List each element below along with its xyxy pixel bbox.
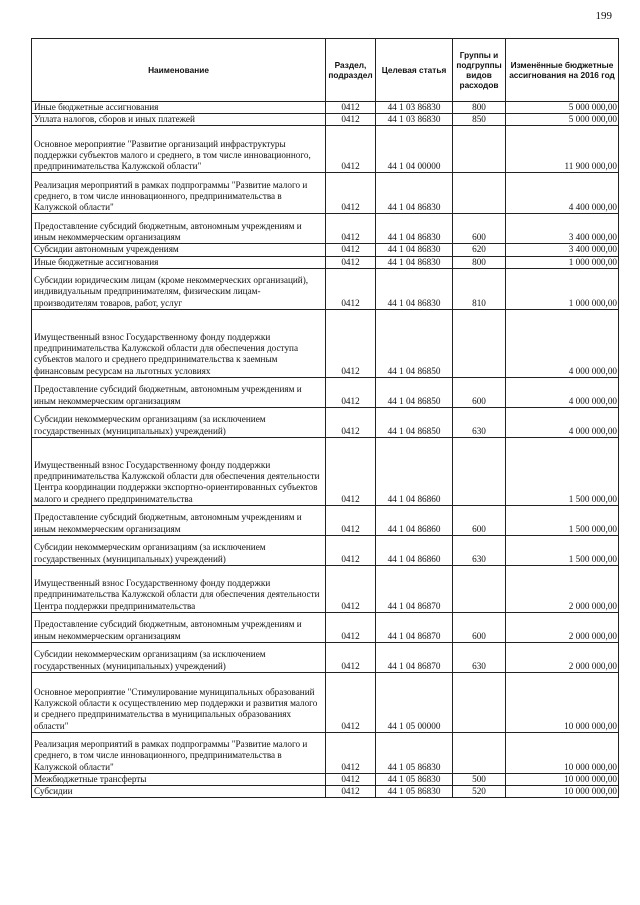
- cell-name: Субсидии юридическим лицам (кроме некоммерческих организаций), индивидуальным предпринимателям, физическим лицам-производителям товаров, работ, услуг: [32, 268, 326, 309]
- cell-section: 0412: [326, 732, 376, 773]
- cell-group: 500: [453, 773, 506, 785]
- cell-amount: 11 900 000,00: [506, 126, 619, 173]
- cell-amount: 4 400 000,00: [506, 173, 619, 214]
- budget-table: [31, 38, 619, 798]
- cell-group: [453, 672, 506, 732]
- cell-amount: 3 400 000,00: [506, 244, 619, 256]
- cell-section: 0412: [326, 309, 376, 377]
- cell-name: Уплата налогов, сборов и иных платежей: [32, 114, 326, 126]
- cell-name: Предоставление субсидий бюджетным, автономным учреждениям и иным некоммерческим организациям: [32, 505, 326, 535]
- cell-amount: 4 000 000,00: [506, 377, 619, 407]
- cell-group: [453, 173, 506, 214]
- table-row: [32, 173, 619, 214]
- table-row: [32, 612, 619, 642]
- table-row: [32, 437, 619, 505]
- header-name: Наименование: [32, 39, 326, 102]
- cell-name: Межбюджетные трансферты: [32, 773, 326, 785]
- cell-target: 44 1 05 86830: [376, 786, 453, 798]
- cell-amount: 10 000 000,00: [506, 672, 619, 732]
- table-row: [32, 407, 619, 437]
- cell-name: Субсидии некоммерческим организациям (за исключением государственных (муниципальных) учреждений): [32, 535, 326, 565]
- table-row: [32, 244, 619, 256]
- cell-target: 44 1 04 86830: [376, 256, 453, 268]
- cell-name: Субсидии некоммерческим организациям (за исключением государственных (муниципальных) учреждений): [32, 407, 326, 437]
- cell-name: Субсидии автономным учреждениям: [32, 244, 326, 256]
- cell-amount: 1 000 000,00: [506, 268, 619, 309]
- cell-name: Иные бюджетные ассигнования: [32, 256, 326, 268]
- cell-name: Предоставление субсидий бюджетным, автономным учреждениям и иным некоммерческим организациям: [32, 377, 326, 407]
- cell-target: 44 1 04 86850: [376, 407, 453, 437]
- cell-group: 600: [453, 214, 506, 244]
- cell-amount: 10 000 000,00: [506, 732, 619, 773]
- table-row: [32, 565, 619, 612]
- table-row: [32, 256, 619, 268]
- cell-amount: 4 000 000,00: [506, 407, 619, 437]
- table-row: [32, 377, 619, 407]
- cell-section: 0412: [326, 773, 376, 785]
- table-body: [32, 102, 619, 798]
- table-row: [32, 672, 619, 732]
- cell-amount: 2 000 000,00: [506, 565, 619, 612]
- cell-group: 850: [453, 114, 506, 126]
- header-group: Группы и подгруппы видов расходов: [453, 39, 506, 102]
- table-row: [32, 505, 619, 535]
- header-target: Целевая статья: [376, 39, 453, 102]
- cell-group: 600: [453, 505, 506, 535]
- cell-section: 0412: [326, 256, 376, 268]
- cell-section: 0412: [326, 672, 376, 732]
- cell-amount: 1 500 000,00: [506, 505, 619, 535]
- cell-target: 44 1 04 86860: [376, 535, 453, 565]
- cell-target: 44 1 03 86830: [376, 102, 453, 114]
- cell-target: 44 1 05 00000: [376, 672, 453, 732]
- header-amount: Изменённые бюджетные ассигнования на 2016 год: [506, 39, 619, 102]
- cell-section: 0412: [326, 786, 376, 798]
- cell-section: 0412: [326, 102, 376, 114]
- cell-target: 44 1 04 86870: [376, 612, 453, 642]
- cell-amount: 1 000 000,00: [506, 256, 619, 268]
- cell-target: 44 1 04 86830: [376, 173, 453, 214]
- cell-section: 0412: [326, 565, 376, 612]
- cell-group: 520: [453, 786, 506, 798]
- cell-amount: 10 000 000,00: [506, 773, 619, 785]
- cell-target: 44 1 05 86830: [376, 732, 453, 773]
- cell-name: Имущественный взнос Государственному фонду поддержки предпринимательства Калужской области для обеспечения доступа субъектов малого и среднего предпринимательства к заемным финансовым ресурсам на льготных условиях: [32, 309, 326, 377]
- cell-group: [453, 732, 506, 773]
- cell-group: 600: [453, 377, 506, 407]
- cell-group: 600: [453, 612, 506, 642]
- cell-name: Субсидии: [32, 786, 326, 798]
- cell-target: 44 1 04 86830: [376, 268, 453, 309]
- cell-amount: 5 000 000,00: [506, 102, 619, 114]
- table-row: [32, 535, 619, 565]
- cell-name: Реализация мероприятий в рамках подпрограммы "Развитие малого и среднего, в том числе инновационного, предпринимательства в Калужской области": [32, 173, 326, 214]
- cell-group: 620: [453, 244, 506, 256]
- cell-target: 44 1 04 86860: [376, 505, 453, 535]
- cell-section: 0412: [326, 535, 376, 565]
- cell-amount: 2 000 000,00: [506, 612, 619, 642]
- cell-target: 44 1 04 86830: [376, 214, 453, 244]
- cell-target: 44 1 04 86850: [376, 377, 453, 407]
- cell-section: 0412: [326, 126, 376, 173]
- cell-section: 0412: [326, 114, 376, 126]
- cell-name: Предоставление субсидий бюджетным, автономным учреждениям и иным некоммерческим организациям: [32, 612, 326, 642]
- cell-target: 44 1 04 00000: [376, 126, 453, 173]
- cell-target: 44 1 04 86860: [376, 437, 453, 505]
- cell-target: 44 1 04 86870: [376, 642, 453, 672]
- header-section: Раздел, подраздел: [326, 39, 376, 102]
- cell-group: 630: [453, 407, 506, 437]
- table-row: [32, 102, 619, 114]
- cell-target: 44 1 04 86830: [376, 244, 453, 256]
- table-row: [32, 773, 619, 785]
- cell-name: Предоставление субсидий бюджетным, автономным учреждениям и иным некоммерческим организациям: [32, 214, 326, 244]
- cell-section: 0412: [326, 268, 376, 309]
- cell-amount: 1 500 000,00: [506, 437, 619, 505]
- table-row: [32, 642, 619, 672]
- cell-section: 0412: [326, 214, 376, 244]
- table-row: [32, 214, 619, 244]
- cell-name: Основное мероприятие "Стимулирование муниципальных образований Калужской области к осуществлению мер поддержки и развития малого и среднего предпринимательства в муниципальных образованиях области": [32, 672, 326, 732]
- cell-group: 630: [453, 642, 506, 672]
- cell-section: 0412: [326, 437, 376, 505]
- cell-group: [453, 309, 506, 377]
- cell-name: Имущественный взнос Государственному фонду поддержки предпринимательства Калужской области для обеспечения деятельности Центра координации поддержки экспортно-ориентированных субъектов малого и среднего предпринимательства: [32, 437, 326, 505]
- cell-section: 0412: [326, 612, 376, 642]
- cell-group: [453, 126, 506, 173]
- cell-name: Основное мероприятие "Развитие организаций инфраструктуры поддержки субъектов малого и среднего, в том числе инновационного, предпринимательства Калужской области": [32, 126, 326, 173]
- cell-name: Имущественный взнос Государственному фонду поддержки предпринимательства Калужской области для обеспечения деятельности Центра поддержки предпринимательства: [32, 565, 326, 612]
- table-header-row: [32, 39, 619, 102]
- table-row: [32, 268, 619, 309]
- cell-amount: 10 000 000,00: [506, 786, 619, 798]
- cell-target: 44 1 04 86850: [376, 309, 453, 377]
- cell-name: Реализация мероприятий в рамках подпрограммы "Развитие малого и среднего, в том числе инновационного, предпринимательства в Калужской области": [32, 732, 326, 773]
- table-row: [32, 114, 619, 126]
- cell-section: 0412: [326, 642, 376, 672]
- cell-section: 0412: [326, 244, 376, 256]
- cell-amount: 3 400 000,00: [506, 214, 619, 244]
- cell-amount: 2 000 000,00: [506, 642, 619, 672]
- page-number: 199: [595, 10, 612, 22]
- cell-group: 800: [453, 102, 506, 114]
- cell-section: 0412: [326, 407, 376, 437]
- cell-group: [453, 437, 506, 505]
- cell-section: 0412: [326, 505, 376, 535]
- cell-group: 630: [453, 535, 506, 565]
- cell-target: 44 1 03 86830: [376, 114, 453, 126]
- cell-group: [453, 565, 506, 612]
- cell-section: 0412: [326, 173, 376, 214]
- cell-section: 0412: [326, 377, 376, 407]
- table-row: [32, 309, 619, 377]
- cell-name: Иные бюджетные ассигнования: [32, 102, 326, 114]
- cell-amount: 1 500 000,00: [506, 535, 619, 565]
- cell-name: Субсидии некоммерческим организациям (за исключением государственных (муниципальных) учреждений): [32, 642, 326, 672]
- cell-target: 44 1 05 86830: [376, 773, 453, 785]
- cell-group: 810: [453, 268, 506, 309]
- cell-target: 44 1 04 86870: [376, 565, 453, 612]
- cell-group: 800: [453, 256, 506, 268]
- table-row: [32, 732, 619, 773]
- cell-amount: 4 000 000,00: [506, 309, 619, 377]
- table-row: [32, 126, 619, 173]
- table-row: [32, 786, 619, 798]
- cell-amount: 5 000 000,00: [506, 114, 619, 126]
